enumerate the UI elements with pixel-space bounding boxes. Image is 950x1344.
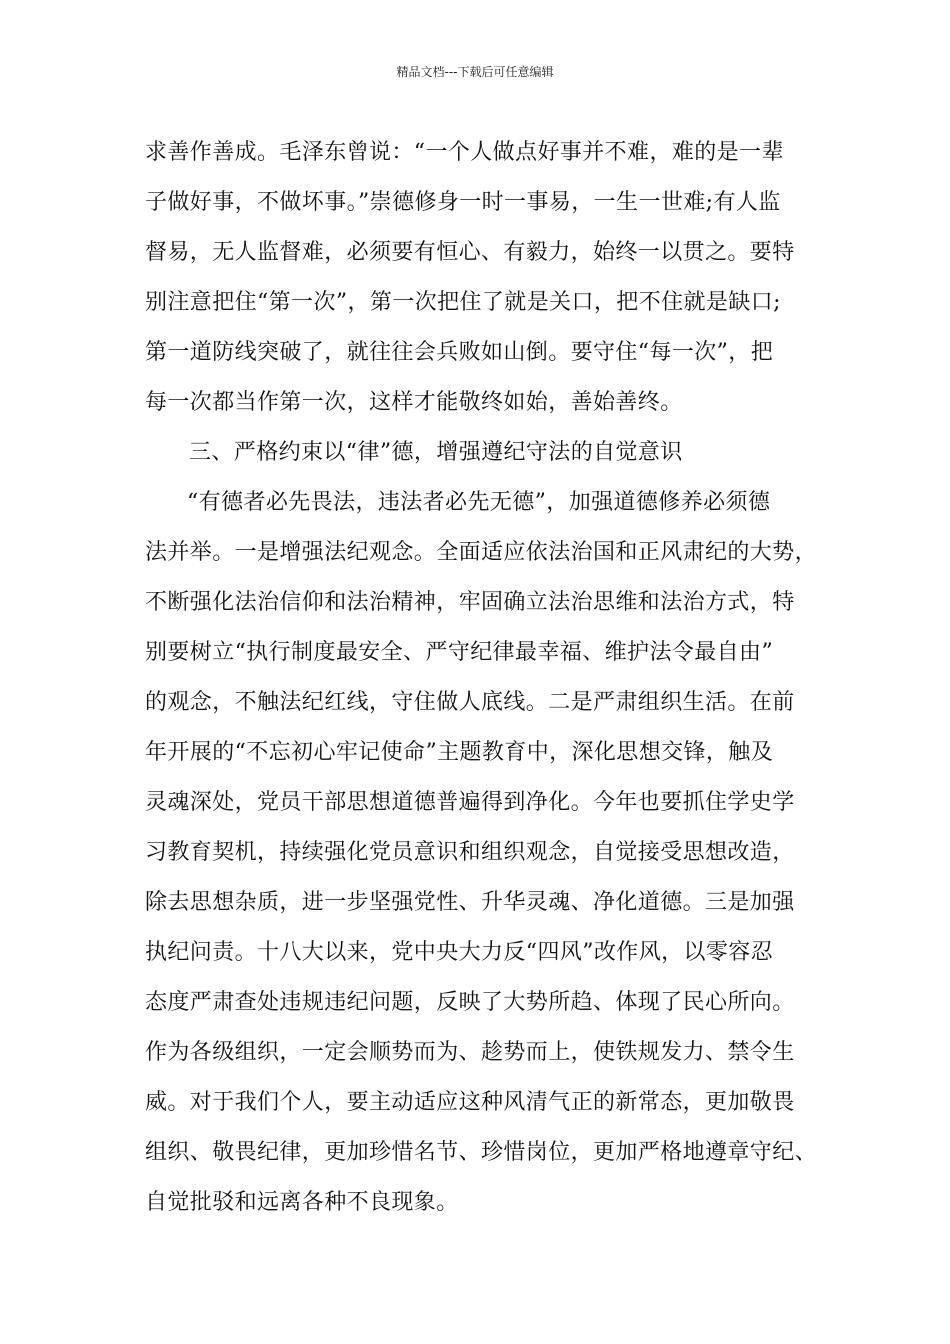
text-line: 求善作善成。毛泽东曾说：“一个人做点好事并不难，难的是一辈 [145, 140, 784, 165]
text-line: 每一次都当作第一次，这样才能敬终如始，善始善终。 [145, 390, 683, 415]
text-line: 除去思想杂质，进一步坚强党性、升华灵魂、净化道德。三是加强 [145, 890, 795, 915]
text-line: 督易，无人监督难，必须要有恒心、有毅力，始终一以贯之。要特 [145, 240, 795, 265]
section-heading: 三、严格约束以“律”德，增强遵纪守法的自觉意识 [189, 440, 683, 465]
text-line: 的观念，不触法纪红线，守住做人底线。二是严肃组织生活。在前 [145, 690, 795, 715]
text-line: 别要树立“执行制度最安全、严守纪律最幸福、维护法令最自由” [145, 640, 774, 665]
text-line: 自觉批驳和远离各种不良现象。 [145, 1190, 459, 1215]
text-line: 态度严肃查处违规违纪问题，反映了大势所趋、体现了民心所向。 [145, 990, 795, 1015]
text-line: 年开展的“不忘初心牢记使命”主题教育中，深化思想交锋，触及 [145, 740, 774, 765]
text-line: 习教育契机，持续强化党员意识和组织观念，自觉接受思想改造， [145, 840, 795, 865]
text-line: 第一道防线突破了，就往往会兵败如山倒。要守住“每一次”，把 [145, 340, 774, 365]
text-line: 灵魂深处，党员干部思想道德普遍得到净化。今年也要抓住学史学 [145, 790, 795, 815]
text-line: “有德者必先畏法，违法者必先无德”，加强道德修养必须德 [187, 490, 771, 515]
text-line: 法并举。一是增强法纪观念。全面适应依法治国和正风肃纪的大势， [145, 540, 818, 565]
text-line: 作为各级组织，一定会顺势而为、趁势而上，使铁规发力、禁令生 [145, 1040, 795, 1065]
page-header: 精品文档---下载后可任意编辑 [396, 65, 554, 79]
text-line: 组织、敬畏纪律，更加珍惜名节、珍惜岗位，更加严格地遵章守纪、 [145, 1140, 818, 1165]
text-line: 子做好事，不做坏事。”崇德修身一时一事易，一生一世难;有人监 [145, 190, 781, 215]
text-line: 别注意把住“第一次”，第一次把住了就是关口，把不住就是缺口; [145, 290, 781, 315]
document-body [145, 128, 835, 1228]
text-line: 不断强化法治信仰和法治精神，牢固确立法治思维和法治方式，特 [145, 590, 795, 615]
text-line: 威。对于我们个人，要主动适应这种风清气正的新常态，更加敬畏 [145, 1090, 795, 1115]
text-line: 执纪问责。十八大以来，党中央大力反“四风”改作风，以零容忍 [145, 940, 774, 965]
